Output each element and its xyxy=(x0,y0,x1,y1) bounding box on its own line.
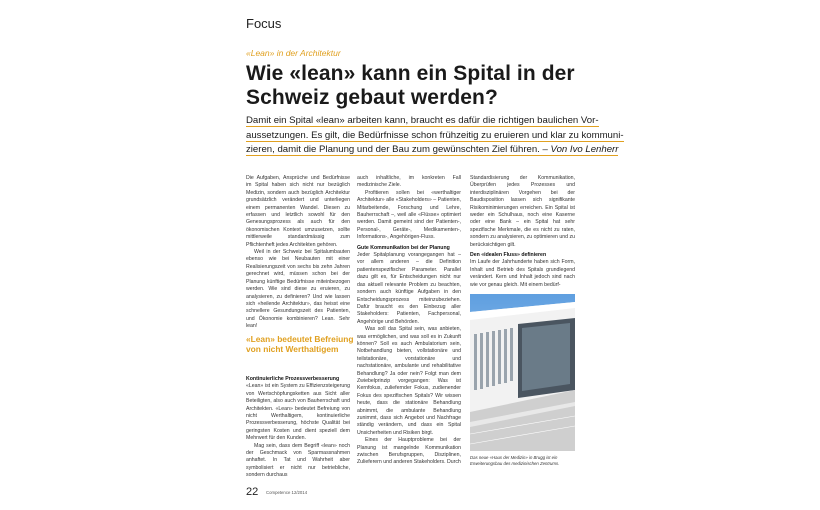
page-number: 22 xyxy=(246,486,259,498)
paragraph: «Lean» ist ein System zu Effizienzsteigerung von Wertschöpfungsketten aus Sicht aller Beteiligten, also auch von Bauherrschaft und Architekten. «Lean» bedeutet Befreiung von nicht Werthaltigem, kontinuierliche Prozessverbesserung, höchste Qualität bei geringsten Kosten und dient speziell dem Mehrwert für den Kunden. xyxy=(246,383,350,442)
section-label: Focus xyxy=(246,16,282,31)
publication-footer: Competence 12/2014 xyxy=(266,490,308,495)
lead-line-3: zieren, damit die Planung und der Bau zum gewünschten Ziel führen. – xyxy=(246,144,551,155)
column-1 xyxy=(246,175,350,331)
paragraph: Was soll das Spital sein, was anbieten, was ermöglichen, und was soll es in Zukunft können? Soll es auch Ambulatorium sein, Notbehandlung bieten, vollstationäre und teilstationäre, vorstationäre und nachstationäre, ambulante und rehabilitative Behandlung? Ja oder nein? Folgt man dem Zwiebelprinzip vorgegangen: Was ist Kernfokus, zuliefernder Fokus, zudienender Fokus des spezifischen Spitals? Wir wissen heute, dass die stationäre Behandlung abnimmt, die ambulante Behandlung zunimmt, dass sich Angebot und Nachfrage ständig verändern, und dass ein Spital Unsicherheiten und Risiken birgt. xyxy=(357,326,461,436)
paragraph: Eines der Hauptprobleme bei der Planung ist mangelnde Kommunikation zwischen Berufsgruppen, Disziplinen, Zulieferern und anderen Stakeholders. Durch xyxy=(357,437,461,466)
column-3 xyxy=(470,175,575,289)
subheading: Kontinuierliche Prozessverbesserung xyxy=(246,376,340,382)
building-photo-illustration xyxy=(470,294,575,451)
author: Von Ivo Lenherr xyxy=(550,144,619,155)
subheading: Den «idealen Fluss» definieren xyxy=(470,252,547,259)
pullquote: «Lean» bedeutet Befreiung von nicht Werthaltigem xyxy=(246,334,354,354)
subheading: Gute Kommunikation bei der Planung xyxy=(357,244,450,251)
paragraph: Standardisierung der Kommunikation, Überprüfen jedes Prozesses und interdisziplinären Vorgehen bei der Baudisposition lassen sich signifikante Risikominimierungen erreichen. Ein Spital ist weder ein Schulhaus, noch eine Kaserne oder eine Bank – ein Spital hat sehr spezifische Merkmale, die es nicht zu raten, sondern zu analysieren, zu optimieren und zu berücksichtigen gilt. xyxy=(470,175,575,248)
paragraph: Die Aufgaben, Ansprüche und Bedürfnisse im Spital haben sich nicht nur bezüglich Medizin, sondern auch bezüglich Architektur grundsätzlich verändert und unterliegen einem permanenten Wandel. Diesen zu erfassen und letztlich sowohl für den Genesungsprozess als auch für den ökonomischen Kontext umzusetzen, sollte mittlerweile standardmässig zum Pflichtenheft jedes Architekten gehören. xyxy=(246,175,350,248)
headline-line-1: Wie «lean» kann ein Spital in der xyxy=(246,62,575,85)
kicker: «Lean» in der Architektur xyxy=(246,48,341,58)
paragraph: Weil in der Schweiz bei Spitalumbauten ebenso wie bei Neubauten mit einer Realisierungszeit von sechs bis zehn Jahren gerechnet wird, müssen schon bei der Planung künftige Bedürfnisse miteinbezogen werden. Wie sind diese zu eruieren, zu analysieren, zu definieren? Und wie lassen sich «heilende Architektur», das heisst eine schnellere Gesundungszeit des Patienten, und Ökonomie kombinieren? Lean. Sehr lean! xyxy=(246,249,350,330)
building-photo xyxy=(470,294,575,451)
paragraph: auch inhaltliche, im konkreten Fall medizinische Ziele. xyxy=(357,175,461,189)
column-1-continued xyxy=(246,373,350,480)
paragraph: Profitieren sollen bei «werthaltiger Architektur» alle «Stakeholders» – Patienten, Mitarbeitende, Forschung und Lehre, Bauherrschaft –, weil alle «Flüsse» optimiert werden. Damit gemeint sind der Patienten-, Personal-, Geräte-, Medikamenten-, Informations-, Angehörigen-Fluss. xyxy=(357,189,461,241)
paragraph: Im Laufe der Jahrhunderte haben sich Form, Inhalt und Betrieb des Spitals grundlegend verändert. Kern und Inhalt jedoch sind nach wie vor genau gleich. Mit einem bedürf- xyxy=(470,259,575,288)
lead-line-1: Damit ein Spital «lean» arbeiten kann, braucht es dafür die richtigen baulichen Vor- xyxy=(246,115,599,126)
headline-line-2: Schweiz gebaut werden? xyxy=(246,86,498,109)
photo-caption: Das neue «Haus der Medizin» in Brugg ist ein Erweiterungsbau des medizinischen Zentrums. xyxy=(470,455,560,466)
paragraph: Mag sein, dass dem Begriff «lean» noch der Geschmack von Sparmassnahmen anhaftet. In Tat und Wahrheit aber symbolisiert er nicht nur betriebliche, sondern durchaus xyxy=(246,442,350,479)
lead-paragraph xyxy=(246,114,624,158)
column-2 xyxy=(357,175,461,467)
paragraph: Jeder Spitalplanung vorangegangen hat – vor allem anderen – die Definition patientenspezifischer Parameter. Parallel dazu gilt es, für Entscheidungen nicht nur das aktuell relevante Problem zu beachten, sondern auch künftige Aufgaben in den Entscheidungsprozess miteinzubeziehen. Dafür braucht es den Einbezug aller Stakeholders: Patienten, Fachpersonal, Angehörige und Behörden. xyxy=(357,252,461,325)
headline xyxy=(246,62,806,110)
lead-line-2: aussetzungen. Es gilt, die Bedürfnisse schon frühzeitig zu eruieren und klar zu kommuni- xyxy=(246,129,624,141)
